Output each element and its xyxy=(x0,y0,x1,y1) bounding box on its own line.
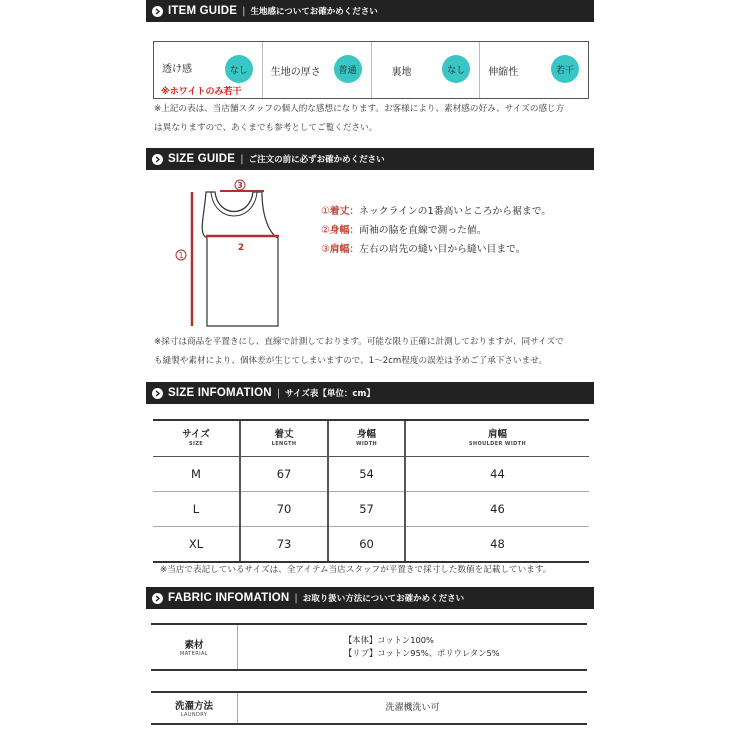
table-row: M 67 54 44 xyxy=(153,457,589,492)
material-row xyxy=(151,623,587,671)
fabric-info-title: FABRIC INFOMATION xyxy=(168,592,290,604)
guide-badge: 普通 xyxy=(334,55,362,83)
guide-cell-thickness xyxy=(263,42,372,98)
guide-label: 生地の厚さ xyxy=(270,66,321,78)
header-shoulder: 肩幅 SHOULDER WIDTH xyxy=(405,420,589,457)
table-header-row xyxy=(153,420,589,457)
size-measure-list xyxy=(321,202,551,259)
fabric-info-header: FABRIC INFOMATION | お取り扱い方法についてお確かめください xyxy=(146,587,594,609)
chevron-right-icon xyxy=(152,388,163,399)
guide-badge: なし xyxy=(442,55,470,83)
guide-label: 透け感 xyxy=(162,63,192,75)
material-value: 【本体】コットン100% 【リブ】コットン95%、ポリウレタン5% xyxy=(344,635,500,658)
guide-label: 裏地 xyxy=(391,66,412,78)
laundry-head: 洗濯方法 LAUNDRY xyxy=(151,693,238,723)
item-guide-note: ※上記の表は、当店舗スタッフの個人的な感想になります。お客様により、素材感の好み、サイズの感じ方 は異なりますので、あくまでも参考としてご覧ください。 xyxy=(154,104,565,133)
item-guide-header: ITEM GUIDE | 生地感についてお確かめください xyxy=(146,0,594,22)
header-size: サイズ SIZE xyxy=(153,420,240,457)
item-guide-subtitle: 生地感についてお確かめください xyxy=(250,7,378,17)
material-head: 素材 MATERIAL xyxy=(151,625,238,669)
chevron-right-icon xyxy=(152,154,163,165)
chevron-right-icon xyxy=(152,6,163,17)
measure-item-shoulder: ③肩幅：左右の肩先の縫い目から縫い目まで。 xyxy=(321,244,526,255)
svg-text:1: 1 xyxy=(178,251,184,260)
size-info-title: SIZE INFOMATION xyxy=(168,387,272,399)
guide-badge: 若干 xyxy=(551,55,579,83)
svg-text:3: 3 xyxy=(237,181,243,190)
guide-badge: なし xyxy=(225,55,253,83)
guide-cell-lining xyxy=(372,42,481,98)
white-only-note: ※ホワイトのみ若干 xyxy=(161,87,242,97)
size-table xyxy=(153,419,589,563)
table-row: L 70 57 46 xyxy=(153,492,589,527)
size-guide-title: SIZE GUIDE xyxy=(168,153,236,165)
fabric-info-subtitle: お取り扱い方法についてお確かめください xyxy=(302,594,465,604)
measure-item-length: ①着丈：ネックラインの1番高いところから裾まで。 xyxy=(321,206,552,217)
size-guide-note: ※採寸は商品を平置きにし、直線で計測しております。可能な限り正確に計測しておりますが、同サイズで も縫製や素材により、個体差が生じてしまいますので、1〜2cm程度の誤差は予めご了承下さいませ。 xyxy=(154,337,564,366)
size-info-subtitle: サイズ表【単位：cm】 xyxy=(285,389,375,399)
size-info-note: ※当店で表記しているサイズは、全アイテム当店スタッフが平置きで採寸した数値を記載しています。 xyxy=(160,565,552,575)
size-guide-subtitle: ご注文の前に必ずお確かめください xyxy=(248,155,385,165)
chevron-right-icon xyxy=(152,593,163,604)
marker-2: 2 xyxy=(237,243,245,253)
guide-label: 伸縮性 xyxy=(488,66,519,78)
laundry-row xyxy=(151,691,587,725)
size-guide-header: SIZE GUIDE | ご注文の前に必ずお確かめください xyxy=(146,148,594,170)
table-row: XL 73 60 48 xyxy=(153,527,589,563)
size-info-header: SIZE INFOMATION | サイズ表【単位：cm】 xyxy=(146,382,594,404)
laundry-value: 洗濯機洗い可 xyxy=(385,702,440,713)
header-length: 着丈 LENGTH xyxy=(240,420,328,457)
tank-top-outline xyxy=(202,192,278,326)
header-width: 身幅 WIDTH xyxy=(328,420,405,457)
guide-cell-stretch xyxy=(480,42,588,98)
measure-item-width: ②身幅：両袖の脇を直線で測った値。 xyxy=(321,225,487,236)
tank-top-diagram xyxy=(170,178,290,338)
item-guide-title: ITEM GUIDE xyxy=(168,5,238,17)
